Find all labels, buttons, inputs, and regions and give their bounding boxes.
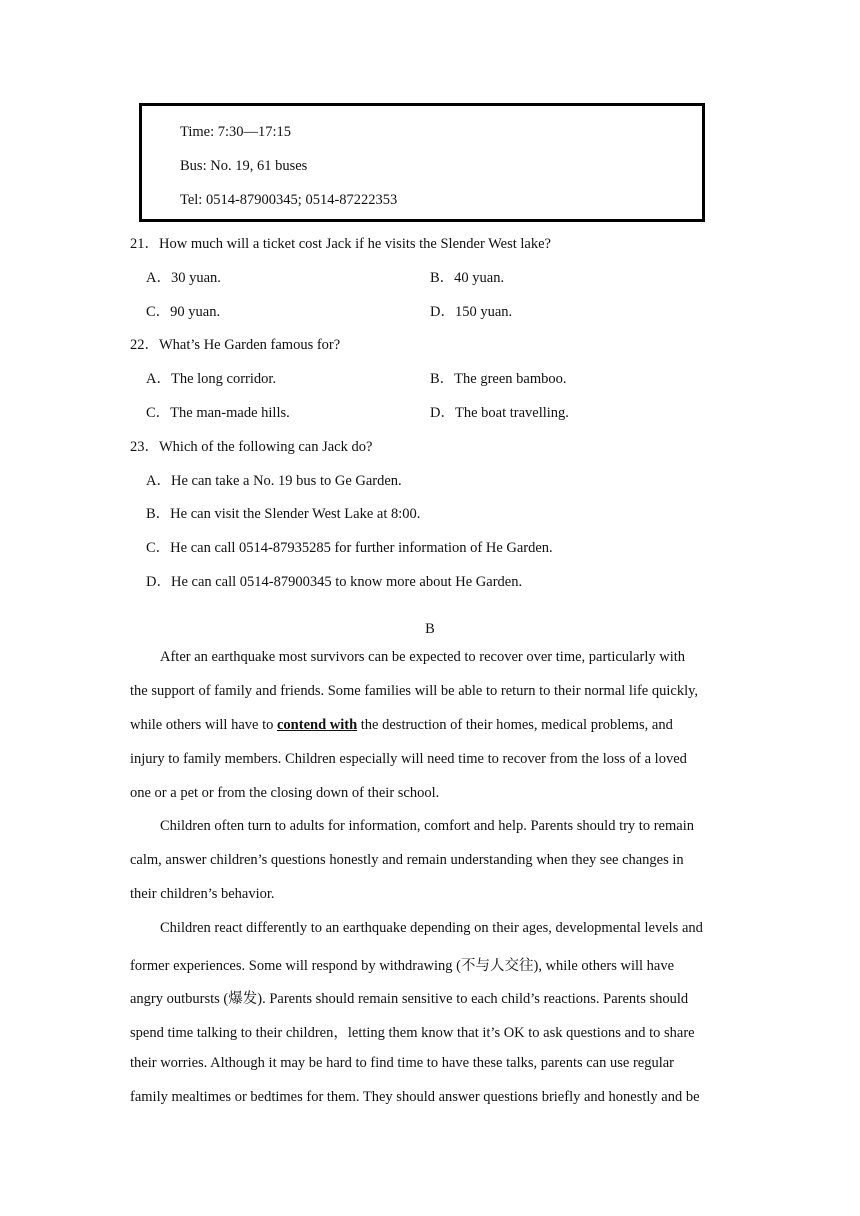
passage-line	[130, 717, 673, 734]
q22-option-d: D．The boat travelling.	[430, 405, 569, 421]
passage-line: Children react differently to an earthquake depending on their ages, developmental levels and	[160, 920, 703, 936]
q23-option-d: D．He can call 0514-87900345 to know more about He Garden.	[146, 574, 523, 590]
passage-line: angry outbursts (爆发). Parents should remain sensitive to each child’s reactions. Parents should	[130, 991, 689, 1007]
info-bus: Bus: No. 19, 61 buses	[180, 158, 308, 174]
passage-line: Children often turn to adults for information, comfort and help. Parents should try to remain	[160, 818, 694, 834]
passage-line: calm, answer children’s questions honestly and remain understanding when they see changes in	[130, 852, 684, 868]
q21-option-b: B．40 yuan.	[430, 270, 505, 286]
info-time: Time: 7:30—17:15	[180, 124, 292, 140]
q23-option-a: A．He can take a No. 19 bus to Ge Garden.	[146, 473, 402, 489]
passage-text: while others will have to	[130, 717, 277, 733]
question-text: How much will a ticket cost Jack if he visits the Slender West lake?	[159, 236, 551, 252]
question-text: What’s He Garden famous for?	[159, 337, 341, 353]
q22-option-a: A．The long corridor.	[146, 371, 277, 387]
question-number: 21．	[130, 236, 159, 252]
q22-option-c: C．The man-made hills.	[146, 405, 290, 421]
q21-option-a: A．30 yuan.	[146, 270, 221, 286]
q21-option-c: C．90 yuan.	[146, 304, 221, 320]
q22-option-b: B．The green bamboo.	[430, 371, 567, 387]
question-text: Which of the following can Jack do?	[159, 439, 373, 455]
passage-line: former experiences. Some will respond by withdrawing (不与人交往), while others will have	[130, 958, 675, 974]
info-box	[139, 103, 705, 222]
q23-option-b: B．He can visit the Slender West Lake at 8:00.	[146, 506, 421, 522]
passage-line: family mealtimes or bedtimes for them. They should answer questions briefly and honestly and be	[130, 1089, 700, 1105]
passage-text: the destruction of their homes, medical problems, and	[357, 717, 673, 733]
passage-line: one or a pet or from the closing down of their school.	[130, 785, 440, 801]
passage-line: injury to family members. Children especially will need time to recover from the loss of a loved	[130, 751, 687, 767]
section-heading: B	[425, 621, 435, 637]
info-tel: Tel: 0514-87900345; 0514-87222353	[180, 192, 398, 208]
passage-line: their worries. Although it may be hard to find time to have these talks, parents can use regular	[130, 1055, 674, 1071]
question-number: 22．	[130, 337, 159, 353]
question-number: 23．	[130, 439, 159, 455]
passage-line: spend time talking to their children，letting them know that it’s OK to ask questions and to share	[130, 1025, 695, 1041]
passage-line: the support of family and friends. Some families will be able to return to their normal life quickly,	[130, 683, 699, 699]
passage-line: After an earthquake most survivors can be expected to recover over time, particularly with	[160, 649, 686, 665]
q21-option-d: D．150 yuan.	[430, 304, 513, 320]
question-23	[130, 435, 372, 456]
highlighted-phrase: contend with	[276, 717, 358, 733]
question-22	[130, 333, 340, 354]
q23-option-c: C．He can call 0514-87935285 for further information of He Garden.	[146, 540, 553, 556]
question-21	[130, 232, 551, 253]
passage-line: their children’s behavior.	[130, 886, 275, 902]
